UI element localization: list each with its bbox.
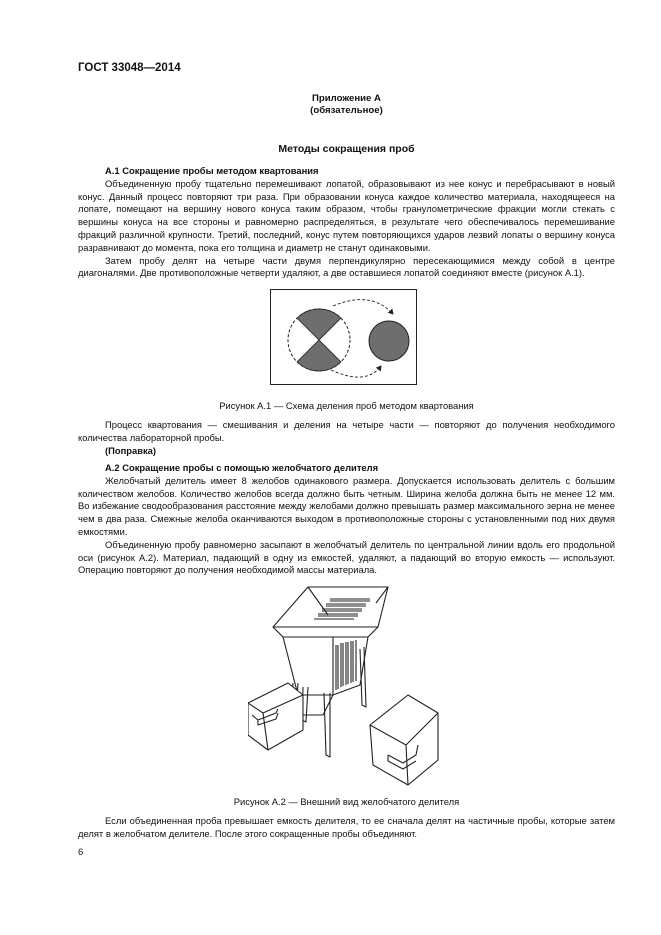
annex-title: Приложение А — [312, 93, 381, 104]
riffle-splitter-drawing — [248, 585, 443, 790]
figure-riffle-splitter — [248, 585, 443, 790]
arrow-upper — [333, 300, 393, 314]
amendment-note: (Поправка) — [105, 444, 156, 456]
right-receiving-box — [370, 695, 438, 785]
section-a2-continued — [78, 815, 615, 841]
section-a1 — [78, 165, 615, 280]
a2-paragraph-1: Желобчатый делитель имеет 8 желобов одинакового размера. Допускается использовать делитель с большим количеством желобов. Количество желобов всегда должно быть четным. Ширина желоба должна быть не менее 12 мм. Во избежание сводообразования расстояние между желобами должно превышать размер максимального зерна не менее чем в два раза. Смежные желоба оканчиваются выходом в противоположные стороны с установленными под них двумя емкостями. — [78, 474, 615, 537]
a1-paragraph-3: Процесс квартования — смешивания и деления на четыре части — повторяют до получения необходимого количества лабораторной пробы. — [78, 419, 615, 443]
left-receiving-box — [248, 683, 303, 750]
section-title: Методы сокращения проб — [278, 143, 415, 155]
combined-cone — [369, 321, 409, 361]
page-number: 6 — [78, 846, 84, 857]
figure-quartering-scheme — [270, 289, 417, 385]
figure-a2-caption: Рисунок А.2 — Внешний вид желобчатого делителя — [233, 796, 460, 807]
section-a1-continued — [78, 419, 615, 457]
splitter-hopper — [273, 587, 388, 637]
figure-a1-caption: Рисунок А.1 — Схема деления проб методом квартования — [219, 400, 474, 411]
section-a2 — [78, 462, 615, 577]
quartering-diagram — [271, 290, 416, 384]
a1-paragraph-1: Объединенную пробу тщательно перемешивают лопатой, образовывают из нее конус и перебрасывают в новый конус. Данный процесс повторяют три раза. При образовании конуса каждое количество материала, находящееся на лопате, помещают на вершину нового конуса таким образом, чтобы гранулометрические фракции могли стекать с вершины конуса на все стороны и равномерно распределяться, в результате чего обеспечивалось перемешивание фракций различной крупности. Третий, последний, конус путем повторяющихся ударов лезвий лопаты о вершину конуса разравнивают до момента, пока его толщина и диаметр не станут одинаковыми. — [78, 177, 615, 253]
arrow-lower — [331, 366, 381, 377]
a1-heading: А.1 Сокращение пробы методом квартования — [105, 165, 319, 176]
a2-paragraph-3: Если объединенная проба превышает емкость делителя, то ее сначала делят на частичные пробы, которые затем делят в желобчатом делителе. После этого сокращенные пробы объединяют. — [78, 815, 615, 839]
standard-header: ГОСТ 33048—2014 — [78, 62, 181, 74]
a1-paragraph-2: Затем пробу делят на четыре части двумя перпендикулярно пересекающимися между собой в центре диагоналями. Две противоположные четверти удаляют, а две оставшиеся лопатой соединяют вместе (рисунок А.1). — [78, 254, 615, 279]
cone-quartered — [288, 309, 350, 371]
annex-status: (обязательное) — [310, 105, 383, 116]
a2-paragraph-2: Объединенную пробу равномерно засыпают в желобчатый делитель по центральной линии вдоль его продольной оси (рисунок А.2). Материал, падающий в одну из емкостей, удаляют, а падающий во вторую емкость — используют. Операцию повторяют до получения необходимой массы материала. — [78, 538, 615, 576]
a2-heading: А.2 Сокращение пробы с помощью желобчатого делителя — [105, 462, 379, 473]
